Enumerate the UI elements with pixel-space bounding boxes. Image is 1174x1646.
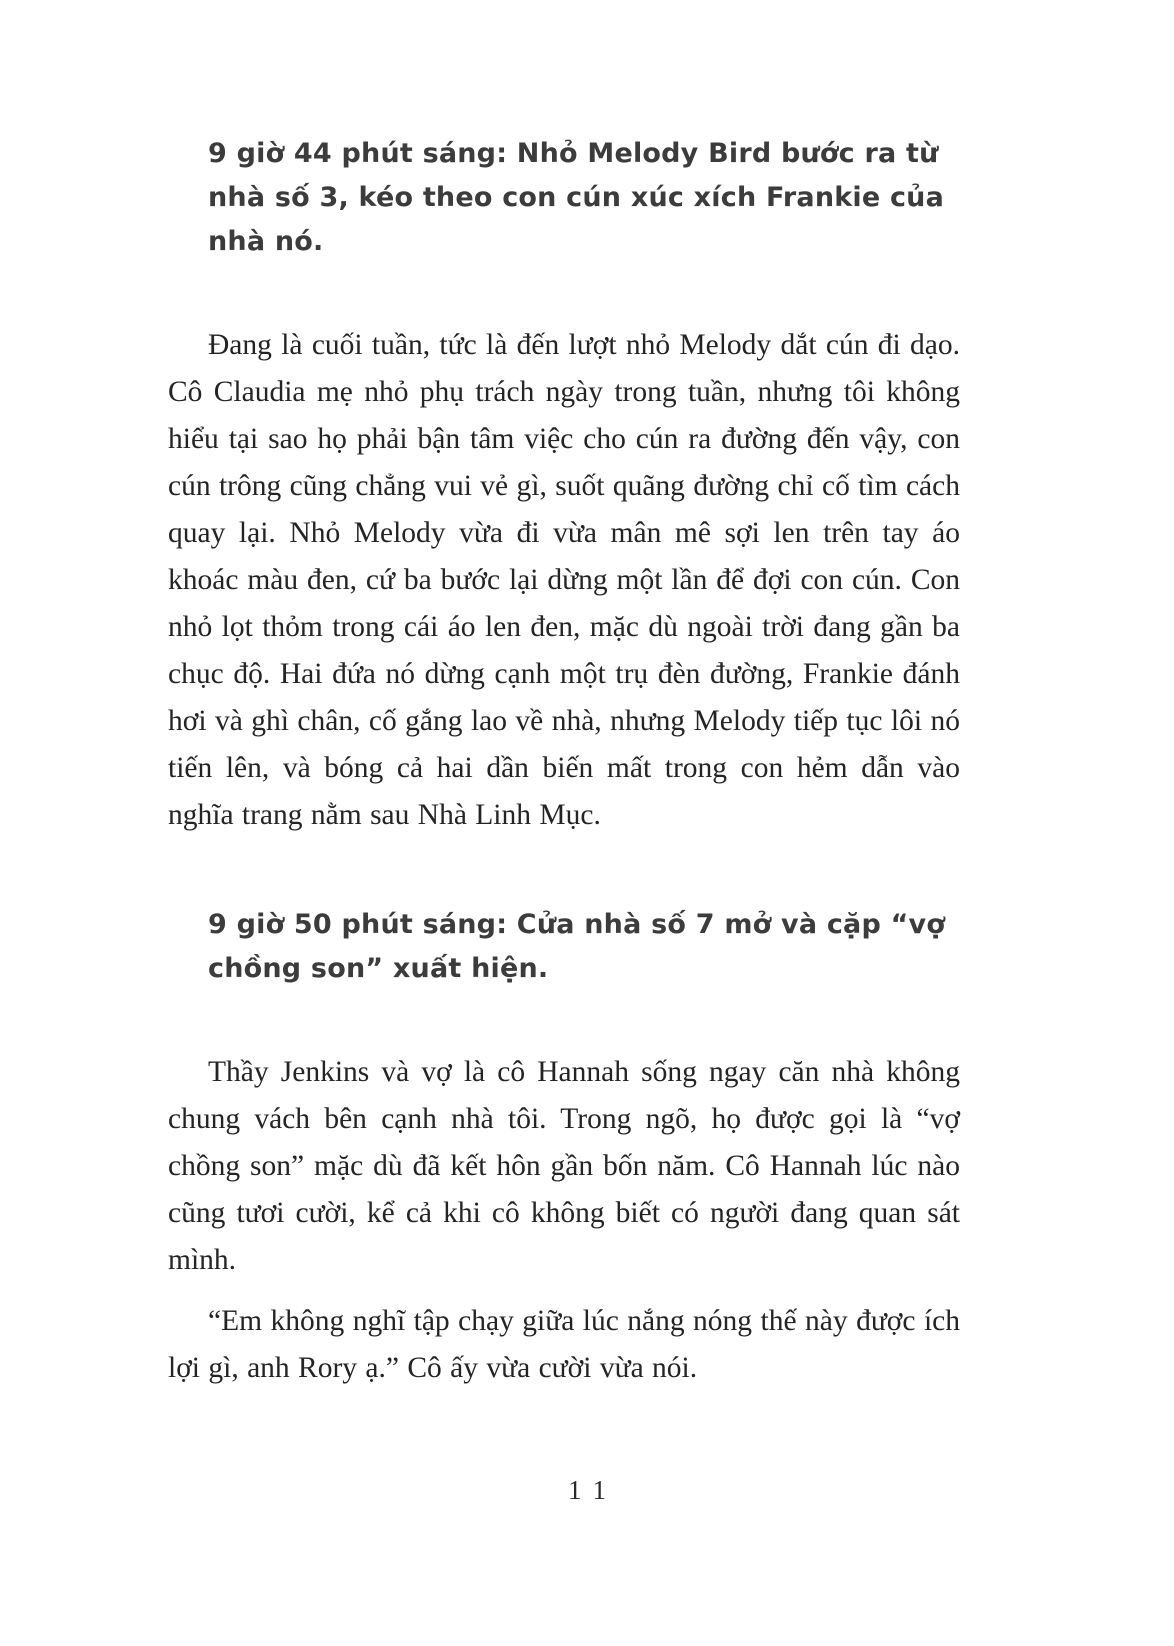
time-entry-heading-950: 9 giờ 50 phút sáng: Cửa nhà số 7 mở và cặp “vợ chồng son” xuất hiện. xyxy=(208,909,946,984)
page-number: 11 xyxy=(568,1475,618,1505)
body-paragraph-2: Thầy Jenkins và vợ là cô Hannah sống ngay căn nhà không chung vách bên cạnh nhà tôi. Trong ngõ, họ được gọi là “vợ chồng son” mặc dù đã kết hôn gần bốn năm. Cô Hannah lúc nào cũng tươi cười, kể cả khi cô không biết có người đang quan sát mình. xyxy=(168,1056,960,1276)
body-paragraph-3: “Em không nghĩ tập chạy giữa lúc nắng nóng thế này được ích lợi gì, anh Rory ạ.” Cô ấy vừa cười vừa nói. xyxy=(168,1305,960,1384)
time-entry-heading-944: 9 giờ 44 phút sáng: Nhỏ Melody Bird bước ra từ nhà số 3, kéo theo con cún xúc xích Frankie của nhà nó. xyxy=(208,138,945,257)
body-paragraph-1: Đang là cuối tuần, tức là đến lượt nhỏ Melody dắt cún đi dạo. Cô Claudia mẹ nhỏ phụ trách ngày trong tuần, nhưng tôi không hiểu tại sao họ phải bận tâm việc cho cún ra đường đến vậy, con cún trông cũng chẳng vui vẻ gì, suốt quãng đường chỉ cố tìm cách quay lại. Nhỏ Melody vừa đi vừa mân mê sợi len trên tay áo khoác màu đen, cứ ba bước lại dừng một lần để đợi con cún. Con nhỏ lọt thỏm trong cái áo len đen, mặc dù ngoài trời đang gần ba chục độ. Hai đứa nó dừng cạnh một trụ đèn đường, Frankie đánh hơi và ghì chân, cố gắng lao về nhà, nhưng Melody tiếp tục lôi nó tiến lên, và bóng cả hai dần biến mất trong con hẻm dẫn vào nghĩa trang nằm sau Nhà Linh Mục. xyxy=(168,329,960,831)
